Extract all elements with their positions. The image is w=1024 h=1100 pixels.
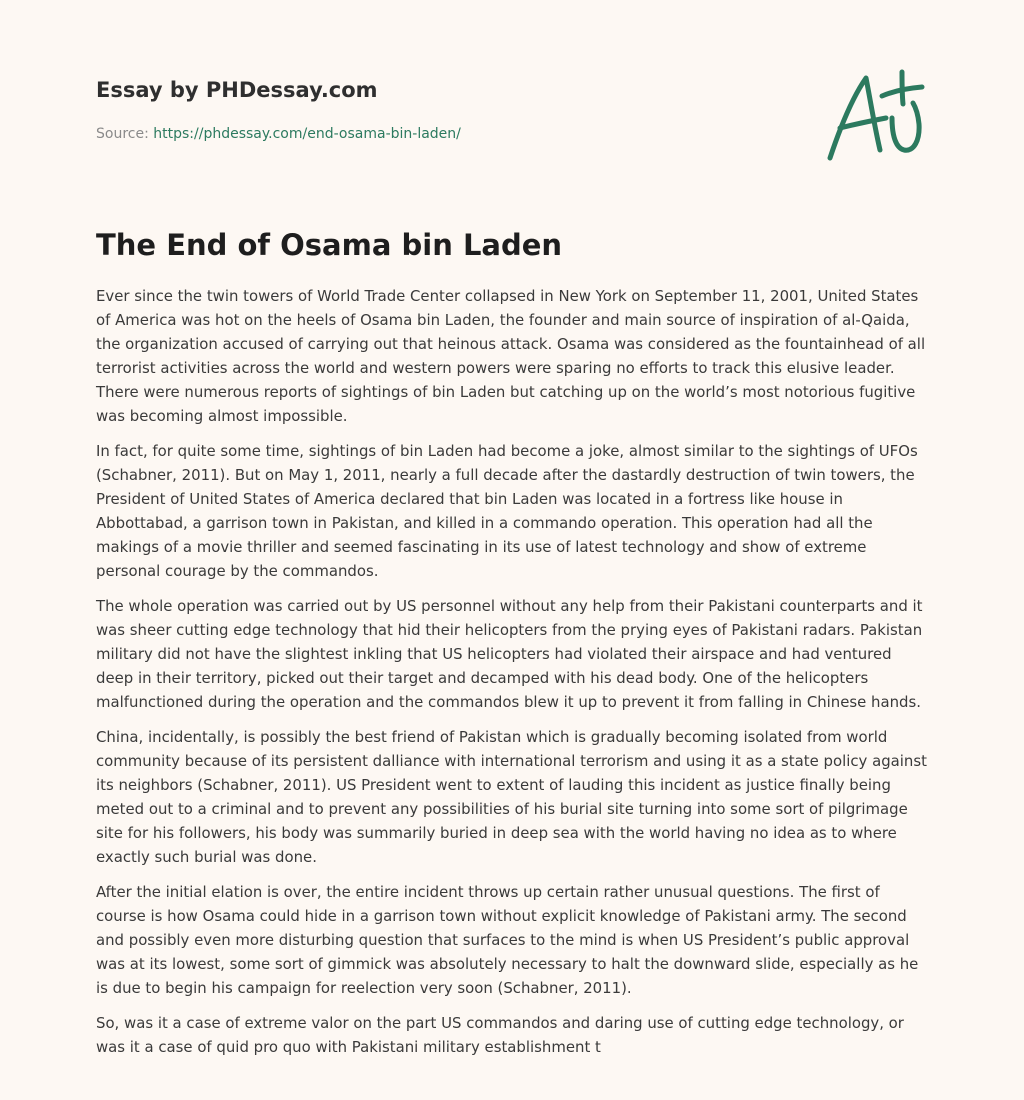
paragraph: In fact, for quite some time, sightings of bin Laden had become a joke, almost similar to the sightings of UFOs (Schabner, 2011). But on May 1, 2011, nearly a full decade after the dastardly destruction of twin towers, the President of United States of America declared that bin Laden was located in a fortress like house in Abbottabad, a garrison town in Pakistan, and killed in a commando operation. This operation had all the makings of a movie thriller and seemed fascinating in its use of latest technology and show of extreme personal courage by the commandos. — [96, 442, 918, 580]
site-brand: Essay by PHDessay.com — [96, 78, 378, 102]
source-line — [96, 124, 916, 144]
paragraph: After the initial elation is over, the entire incident throws up certain rather unusual questions. The first of course is how Osama could hide in a garrison town without explicit knowledge of Pakistani army. The second and possibly even more disturbing question that surfaces to the mind is when US President’s public approval was at its lowest, some sort of gimmick was absolutely necessary to halt the downward slide, especially as he is due to begin his campaign for reelection very soon (Schabner, 2011). — [96, 883, 919, 997]
page-header — [96, 76, 916, 144]
paragraph: China, incidentally, is possibly the best friend of Pakistan which is gradually becoming isolated from world community because of its persistent dalliance with international terrorism and using it as a state policy against its neighbors (Schabner, 2011). US President went to extent of lauding this incident as justice finally being meted out to a criminal and to prevent any possibilities of his burial site turning into some sort of pilgrimage site for his followers, his body was summarily buried in deep sea with the world having no idea as to where exactly such burial was done. — [96, 728, 927, 866]
source-link[interactable]: https://phdessay.com/end-osama-bin-laden/ — [153, 126, 461, 142]
paragraph: So, was it a case of extreme valor on the part US commandos and daring use of cutting edge technology, or was it a case of quid pro quo with Pakistani military establishment t — [96, 1014, 904, 1056]
essay-body — [96, 284, 932, 1070]
paragraph: The whole operation was carried out by US personnel without any help from their Pakistani counterparts and it was sheer cutting edge technology that hid their helicopters from the prying eyes of Pakistani radars. Pakistan military did not have the slightest inkling that US helicopters had violated their airspace and had ventured deep in their territory, picked out their target and decamped with his dead body. One of the helicopters malfunctioned during the operation and the commandos blew it up to prevent it from falling in Chinese hands. — [96, 597, 923, 711]
a-plus-grade-icon — [822, 66, 928, 166]
essay-title: The End of Osama bin Laden — [96, 228, 563, 262]
source-label: Source: — [96, 126, 149, 142]
paragraph: Ever since the twin towers of World Trade Center collapsed in New York on September 11, 2001, United States of America was hot on the heels of Osama bin Laden, the founder and main source of inspiration of al-Qaida, the organization accused of carrying out that heinous attack. Osama was considered as the fountainhead of all terrorist activities across the world and western powers were sparing no efforts to track this elusive leader. There were numerous reports of sightings of bin Laden but catching up on the world’s most notorious fugitive was becoming almost impossible. — [96, 287, 926, 425]
